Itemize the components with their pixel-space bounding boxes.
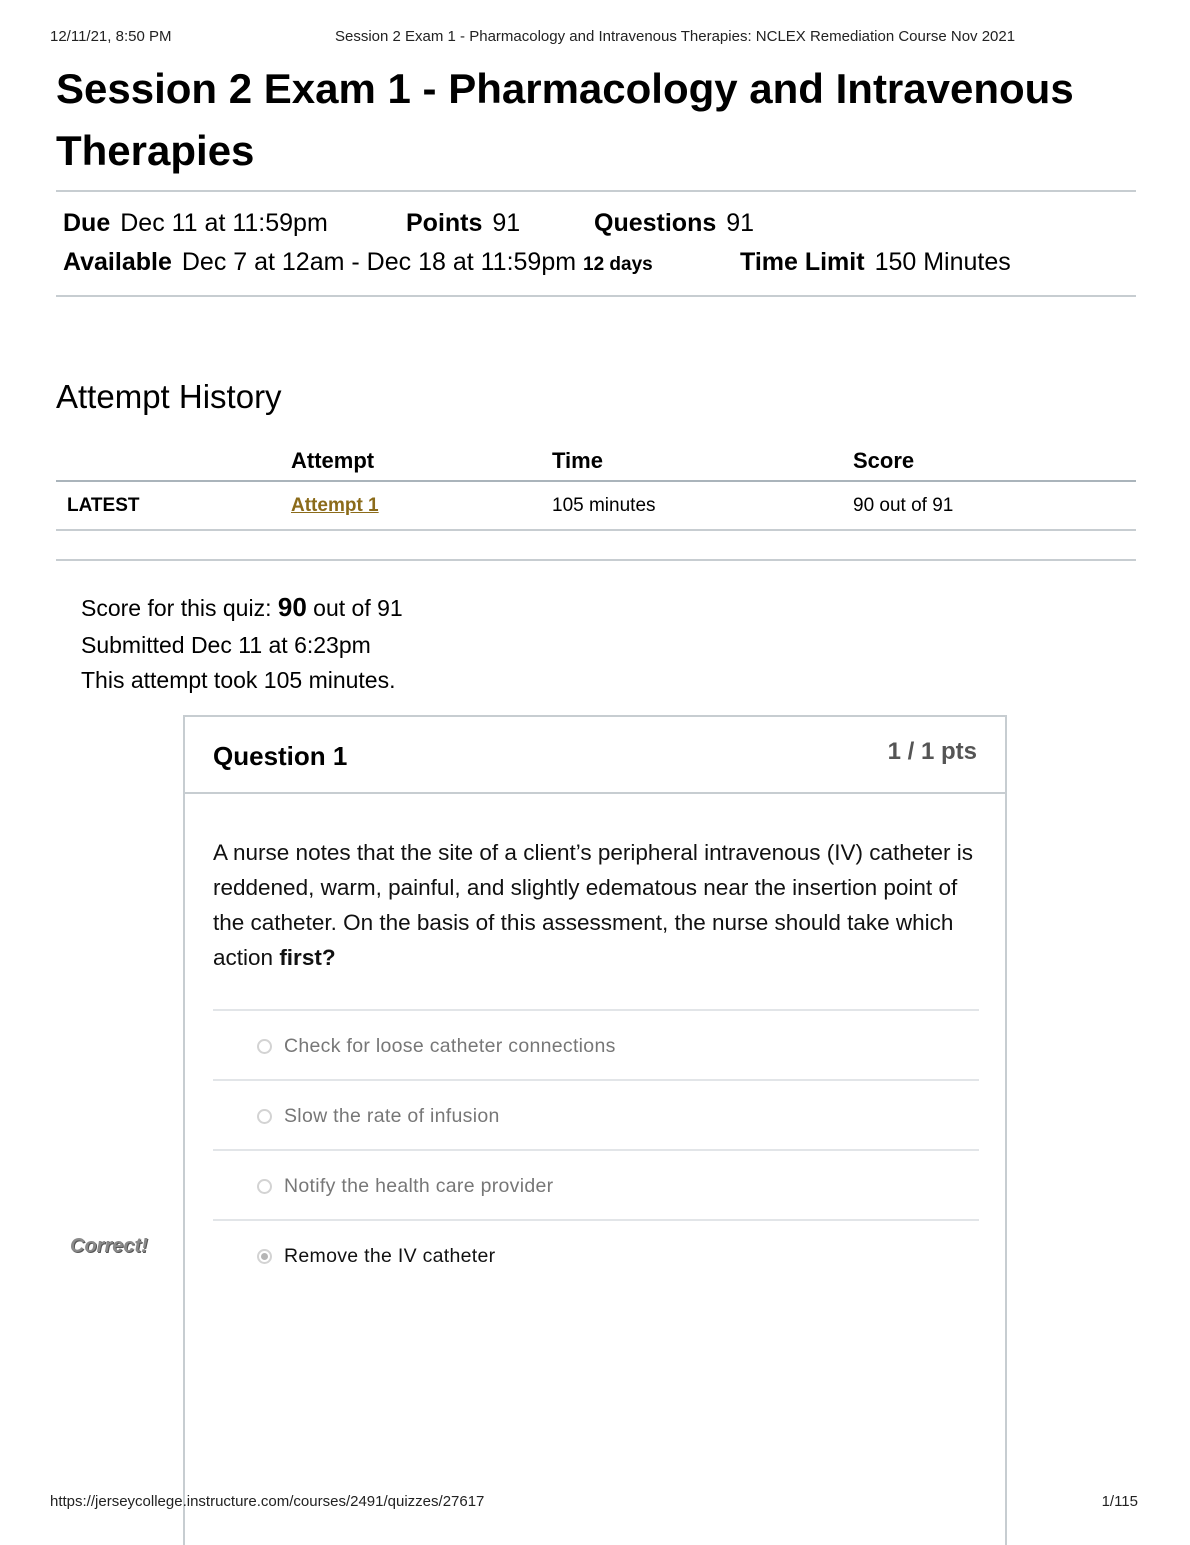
attempt-duration: This attempt took 105 minutes. [81,667,396,693]
radio-selected-icon[interactable] [257,1249,272,1264]
questions-label: Questions [594,209,717,237]
available-detail [63,248,653,277]
attempt-1-link[interactable]: Attempt 1 [291,495,379,516]
radio-icon[interactable] [257,1179,272,1194]
column-header-score: Score [853,448,915,473]
attempt-score: 90 out of 91 [853,495,954,516]
attempt-history-title: Attempt History [56,378,282,415]
answer-divider [213,1219,979,1221]
due-detail [63,209,328,238]
answer-divider [213,1079,979,1081]
page-url: https://jerseycollege.instructure.com/courses/2491/quizzes/27617 [50,1493,485,1510]
answer-divider [213,1149,979,1151]
answer-label: Remove the IV catheter [284,1245,496,1267]
page-title: Session 2 Exam 1 - Pharmacology and Intravenous Therapies [56,65,1074,174]
table-row-divider [56,529,1136,531]
answer-label: Notify the health care provider [284,1175,554,1197]
radio-icon[interactable] [257,1039,272,1054]
points-label: Points [406,209,483,237]
submitted-text: Submitted Dec 11 at 6:23pm [81,632,371,658]
row-label-latest: LATEST [67,495,140,516]
print-datetime: 12/11/21, 8:50 PM [50,28,172,45]
time-limit-detail [740,248,1011,277]
answer-option[interactable] [257,1175,553,1198]
answer-option-selected[interactable] [257,1245,495,1268]
answer-divider [213,1009,979,1011]
divider [56,190,1136,192]
points-detail [406,209,520,238]
question-emphasis: first? [279,945,336,970]
questions-detail [594,209,754,238]
answer-label: Slow the rate of infusion [284,1105,500,1127]
available-days: 12 days [583,254,653,275]
question-card [183,715,1007,1545]
question-header [185,717,1005,794]
question-title: Question 1 [213,741,348,771]
points-value: 91 [492,209,521,237]
divider [56,559,1136,561]
divider [56,295,1136,297]
column-header-attempt: Attempt [291,448,375,473]
table-header-divider [56,480,1136,482]
score-value: 90 [277,592,307,622]
score-suffix: out of 91 [313,595,403,621]
due-label: Due [63,209,111,237]
page-number: 1/115 [1101,1493,1138,1510]
due-value: Dec 11 at 11:59pm [120,209,328,237]
score-prefix: Score for this quiz: [81,595,272,621]
available-value: Dec 7 at 12am - Dec 18 at 11:59pm [181,248,577,276]
available-label: Available [63,248,172,276]
column-header-time: Time [552,448,603,473]
quiz-score [81,592,403,623]
questions-value: 91 [726,209,755,237]
radio-icon[interactable] [257,1109,272,1124]
time-limit-label: Time Limit [740,248,865,276]
print-page-title: Session 2 Exam 1 - Pharmacology and Intravenous Therapies: NCLEX Remediation Course Nov 2021 [335,28,1016,45]
correct-flag: Correct! [56,1228,184,1268]
answer-option[interactable] [257,1105,500,1128]
answer-option[interactable] [257,1035,616,1058]
question-body: A nurse notes that the site of a client’s peripheral intravenous (IV) catheter is reddened, warm, painful, and slightly edematous near the insertion point of the catheter. On the basis of this assessment, the nurse should take which action [213,840,974,970]
question-text [213,835,983,975]
answer-label: Check for loose catheter connections [284,1035,616,1057]
time-limit-value: 150 Minutes [874,248,1011,276]
attempt-time: 105 minutes [552,495,656,516]
question-points: 1 / 1 pts [887,738,977,765]
